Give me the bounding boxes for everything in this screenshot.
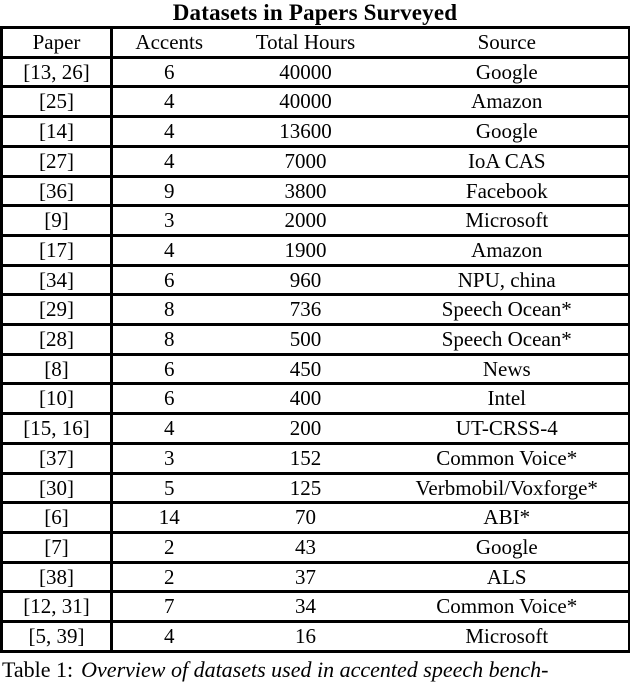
- table-row: [2, 532, 630, 562]
- table-row: [2, 473, 630, 503]
- source-cell: IoA CAS: [386, 146, 630, 176]
- hours-cell: 1900: [226, 235, 386, 265]
- table-caption: [0, 657, 630, 683]
- source-cell: Google: [386, 57, 630, 87]
- datasets-table: [0, 26, 630, 653]
- accents-cell: 6: [112, 57, 226, 87]
- col-header-source: Source: [386, 28, 630, 58]
- table-row: [2, 384, 630, 414]
- accents-cell: 4: [112, 146, 226, 176]
- paper-cell: [14]: [2, 117, 112, 147]
- source-cell: Speech Ocean*: [386, 295, 630, 325]
- accents-cell: 2: [112, 562, 226, 592]
- paper-cell: [10]: [2, 384, 112, 414]
- table-row: [2, 622, 630, 652]
- accents-cell: 3: [112, 206, 226, 236]
- accents-cell: 8: [112, 295, 226, 325]
- accents-cell: 4: [112, 235, 226, 265]
- table-row: [2, 325, 630, 355]
- paper-cell: [37]: [2, 443, 112, 473]
- hours-cell: 400: [226, 384, 386, 414]
- source-cell: Intel: [386, 384, 630, 414]
- source-cell: Verbmobil/Voxforge*: [386, 473, 630, 503]
- accents-cell: 9: [112, 176, 226, 206]
- hours-cell: 37: [226, 562, 386, 592]
- table-row: [2, 592, 630, 622]
- accents-cell: 6: [112, 265, 226, 295]
- source-cell: Speech Ocean*: [386, 325, 630, 355]
- hours-cell: 7000: [226, 146, 386, 176]
- table-row: [2, 176, 630, 206]
- table-row: [2, 117, 630, 147]
- accents-cell: 4: [112, 87, 226, 117]
- table-row: [2, 354, 630, 384]
- paper-cell: [28]: [2, 325, 112, 355]
- accents-cell: 7: [112, 592, 226, 622]
- source-cell: Common Voice*: [386, 443, 630, 473]
- paper-cell: [7]: [2, 532, 112, 562]
- table-row: [2, 562, 630, 592]
- table-row: [2, 57, 630, 87]
- accents-cell: 5: [112, 473, 226, 503]
- source-cell: Facebook: [386, 176, 630, 206]
- hours-cell: 40000: [226, 87, 386, 117]
- paper-cell: [17]: [2, 235, 112, 265]
- hours-cell: 736: [226, 295, 386, 325]
- source-cell: ABI*: [386, 503, 630, 533]
- accents-cell: 4: [112, 622, 226, 652]
- paper-cell: [5, 39]: [2, 622, 112, 652]
- col-header-paper: Paper: [2, 28, 112, 58]
- accents-cell: 4: [112, 414, 226, 444]
- source-cell: News: [386, 354, 630, 384]
- table-row: [2, 265, 630, 295]
- source-cell: ALS: [386, 562, 630, 592]
- table-row: [2, 87, 630, 117]
- table-row: [2, 443, 630, 473]
- col-header-hours: Total Hours: [226, 28, 386, 58]
- hours-cell: 16: [226, 622, 386, 652]
- accents-cell: 2: [112, 532, 226, 562]
- source-cell: Microsoft: [386, 206, 630, 236]
- col-header-accents: Accents: [112, 28, 226, 58]
- paper-cell: [36]: [2, 176, 112, 206]
- paper-cell: [38]: [2, 562, 112, 592]
- accents-cell: 6: [112, 354, 226, 384]
- table-body: [2, 57, 630, 651]
- table-row: [2, 235, 630, 265]
- paper-cell: [34]: [2, 265, 112, 295]
- accents-cell: 3: [112, 443, 226, 473]
- source-cell: Common Voice*: [386, 592, 630, 622]
- source-cell: Microsoft: [386, 622, 630, 652]
- paper-cell: [9]: [2, 206, 112, 236]
- paper-cell: [6]: [2, 503, 112, 533]
- caption-label: Table 1:: [2, 656, 74, 682]
- source-cell: UT-CRSS-4: [386, 414, 630, 444]
- caption-text: Overview of datasets used in accented speech bench-: [81, 656, 549, 682]
- table-title: Datasets in Papers Surveyed: [172, 0, 458, 25]
- hours-cell: 200: [226, 414, 386, 444]
- paper-cell: [29]: [2, 295, 112, 325]
- source-cell: Google: [386, 117, 630, 147]
- paper-cell: [30]: [2, 473, 112, 503]
- hours-cell: 13600: [226, 117, 386, 147]
- paper-cell: [12, 31]: [2, 592, 112, 622]
- accents-cell: 8: [112, 325, 226, 355]
- table-row: [2, 206, 630, 236]
- accents-cell: 6: [112, 384, 226, 414]
- accents-cell: 4: [112, 117, 226, 147]
- source-cell: Google: [386, 532, 630, 562]
- table-row: [2, 146, 630, 176]
- hours-cell: 152: [226, 443, 386, 473]
- hours-cell: 450: [226, 354, 386, 384]
- hours-cell: 960: [226, 265, 386, 295]
- hours-cell: 40000: [226, 57, 386, 87]
- table-row: [2, 295, 630, 325]
- source-cell: Amazon: [386, 235, 630, 265]
- table-row: [2, 503, 630, 533]
- hours-cell: 34: [226, 592, 386, 622]
- hours-cell: 43: [226, 532, 386, 562]
- paper-cell: [13, 26]: [2, 57, 112, 87]
- hours-cell: 500: [226, 325, 386, 355]
- hours-cell: 3800: [226, 176, 386, 206]
- paper-cell: [15, 16]: [2, 414, 112, 444]
- paper-cell: [8]: [2, 354, 112, 384]
- paper-cell: [27]: [2, 146, 112, 176]
- table-row: [2, 414, 630, 444]
- source-cell: NPU, china: [386, 265, 630, 295]
- source-cell: Amazon: [386, 87, 630, 117]
- hours-cell: 2000: [226, 206, 386, 236]
- header-row: [2, 28, 630, 58]
- hours-cell: 70: [226, 503, 386, 533]
- hours-cell: 125: [226, 473, 386, 503]
- paper-cell: [25]: [2, 87, 112, 117]
- accents-cell: 14: [112, 503, 226, 533]
